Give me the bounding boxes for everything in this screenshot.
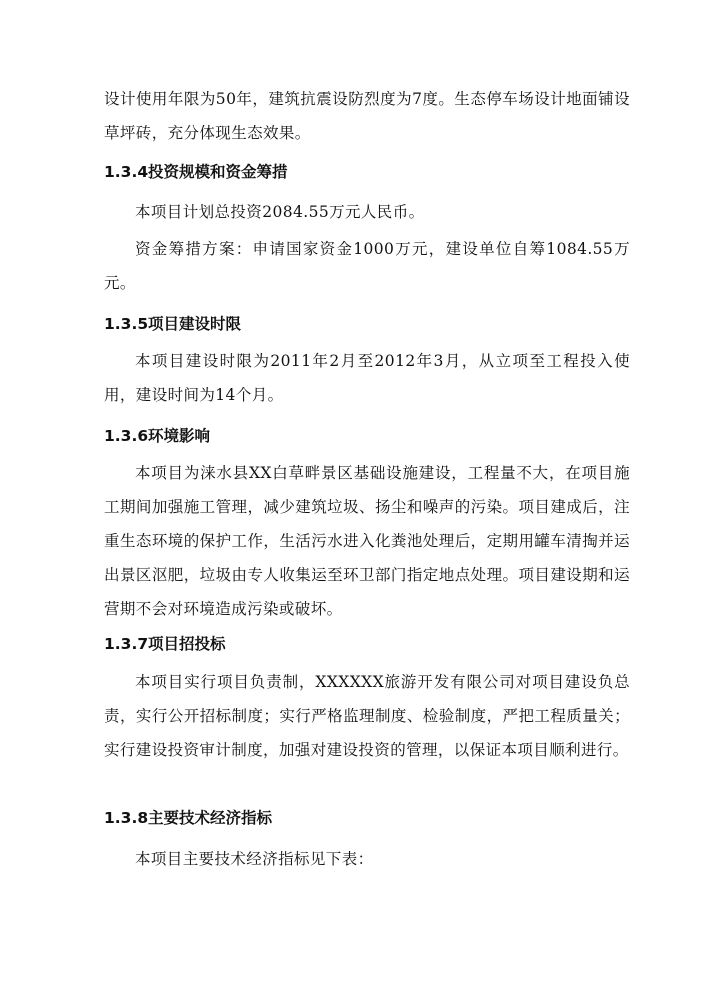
heading-title: 项目建设时限: [148, 315, 242, 333]
heading-title: 投资规模和资金筹措: [148, 163, 288, 181]
heading-number: 1.3.5: [104, 315, 149, 333]
heading-title: 主要技术经济指标: [148, 809, 273, 827]
heading-number: 1.3.6: [104, 427, 149, 445]
paragraph-environmental-impact: 本项目为涞水县XX白草畔景区基础设施建设，工程量不大，在项目施工期间加强施工管理，减少建筑垃圾、扬尘和噪声的污染。项目建成后，注重生态环境的保护工作，生活污水进入化粪池处理后，定期用罐车清掏并运出景区沤肥，垃圾由专人收集运至环卫部门指定地点处理。项目建设期和运营期不会对环境造成污染或破坏。: [104, 464, 630, 618]
heading-title: 环境影响: [148, 427, 211, 445]
paragraph-construction-period: 本项目建设时限为2011年2月至2012年3月，从立项至工程投入使用，建设时间为14个月。: [104, 352, 630, 404]
heading-1-3-7: [104, 632, 630, 656]
paragraph-funding-plan: 资金筹措方案：申请国家资金1000万元，建设单位自筹1084.55万元。: [104, 240, 630, 292]
heading-number: 1.3.8: [104, 809, 149, 827]
heading-1-3-8: [104, 806, 630, 830]
heading-number: 1.3.7: [104, 635, 149, 653]
heading-1-3-4: [104, 160, 630, 184]
heading-title: 项目招投标: [148, 635, 226, 653]
paragraph-total-investment: 本项目计划总投资2084.55万元人民币。: [135, 203, 425, 221]
paragraph-design-life: 设计使用年限为50年，建筑抗震设防烈度为7度。生态停车场设计地面铺设草坪砖，充分体现生态效果。: [104, 90, 630, 142]
paragraph-technical-indicators: 本项目主要技术经济指标见下表：: [135, 850, 374, 868]
heading-1-3-5: [104, 312, 630, 336]
paragraph-bidding: 本项目实行项目负责制，XXXXXX旅游开发有限公司对项目建设负总责，实行公开招标制度；实行严格监理制度、检验制度，严把工程质量关；实行建设投资审计制度，加强对建设投资的管理，以保证本项目顺利进行。: [104, 673, 630, 759]
heading-1-3-6: [104, 424, 630, 448]
heading-number: 1.3.4: [104, 163, 149, 181]
